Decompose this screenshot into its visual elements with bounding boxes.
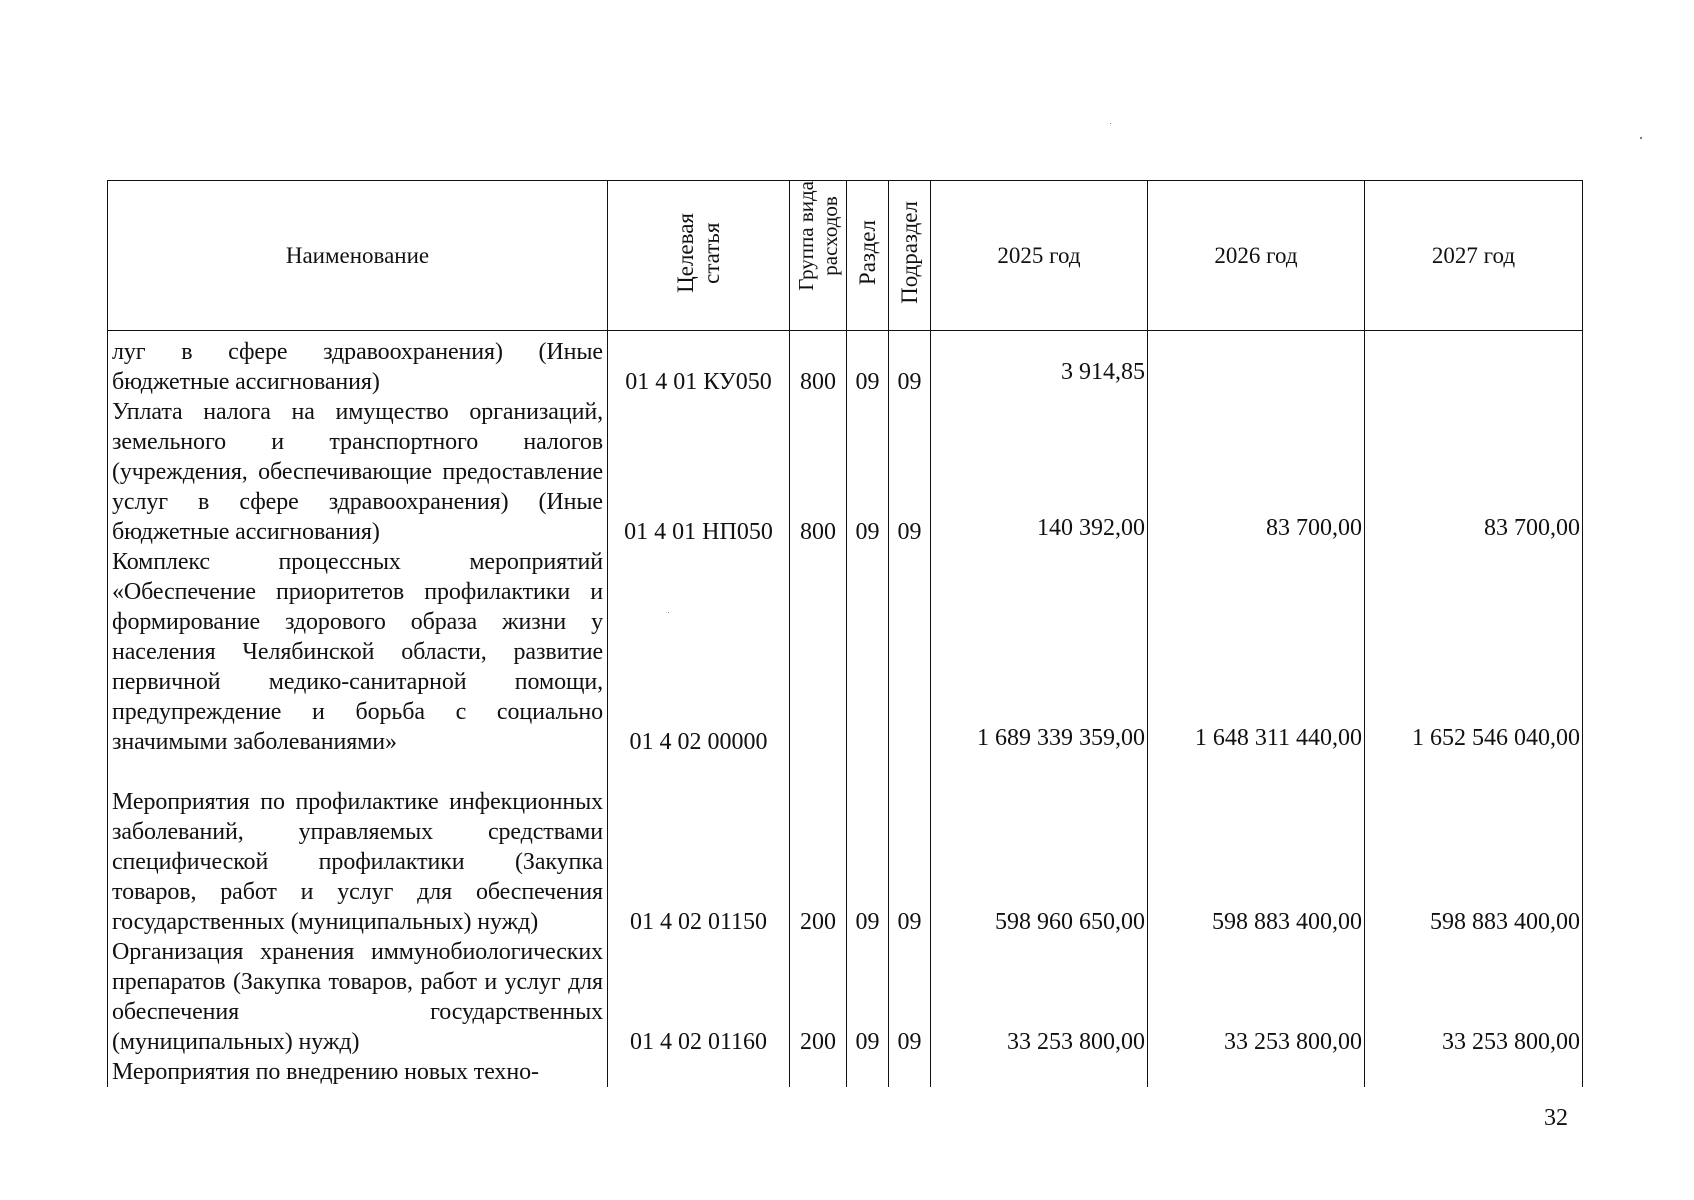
row-2025: 140 392,00 <box>931 397 1148 547</box>
header-section: Раздел <box>847 181 889 331</box>
table-row <box>108 397 1583 547</box>
header-expense-group: Группа вида расходов <box>790 181 847 331</box>
table-row <box>108 937 1583 1057</box>
row-2027: 33 253 800,00 <box>1365 937 1583 1057</box>
row-section: 09 <box>847 937 889 1057</box>
row-2026: 33 253 800,00 <box>1148 937 1365 1057</box>
row-2025: 598 960 650,00 <box>931 757 1148 937</box>
row-group: 200 <box>790 937 847 1057</box>
row-2025: 33 253 800,00 <box>931 937 1148 1057</box>
row-section: 09 <box>847 757 889 937</box>
row-2026: 1 648 311 440,00 <box>1148 547 1365 757</box>
row-subsection: 09 <box>889 331 931 397</box>
row-code: 01 4 02 00000 <box>608 547 790 757</box>
header-2026: 2026 год <box>1148 181 1365 331</box>
row-section <box>847 1057 889 1087</box>
row-name: Мероприятия по профилактике инфекционных заболеваний, управляемых средствами специфической профилактики (Закупка товаров, работ и услуг для обеспечения государственных (муниципальных) нужд) <box>108 757 608 937</box>
row-2026 <box>1148 1057 1365 1087</box>
row-name: Организация хранения иммунобиологических препаратов (Закупка товаров, работ и услуг для обеспечения государственных (муниципальных) нужд) <box>108 937 608 1057</box>
header-subsection: Подраздел <box>889 181 931 331</box>
row-group: 800 <box>790 397 847 547</box>
row-2026 <box>1148 331 1365 397</box>
row-subsection <box>889 1057 931 1087</box>
header-name: Наименование <box>108 181 608 331</box>
row-section <box>847 547 889 757</box>
header-2027: 2027 год <box>1365 181 1583 331</box>
table-row <box>108 331 1583 397</box>
row-code <box>608 1057 790 1087</box>
table-header-row <box>108 181 1583 331</box>
row-2025 <box>931 1057 1148 1087</box>
row-code: 01 4 02 01160 <box>608 937 790 1057</box>
header-2025: 2025 год <box>931 181 1148 331</box>
page-number: 32 <box>1544 1105 1568 1131</box>
scan-speck <box>1110 123 1111 124</box>
row-2027: 1 652 546 040,00 <box>1365 547 1583 757</box>
row-2025: 3 914,85 <box>931 331 1148 397</box>
scan-speck <box>1640 137 1642 139</box>
scan-speck <box>668 612 669 613</box>
row-2027: 83 700,00 <box>1365 397 1583 547</box>
row-2026: 83 700,00 <box>1148 397 1365 547</box>
row-subsection: 09 <box>889 757 931 937</box>
row-group: 800 <box>790 331 847 397</box>
row-section: 09 <box>847 397 889 547</box>
row-name: луг в сфере здравоохранения) (Иные бюджетные ассигнования) <box>108 331 608 397</box>
row-2025: 1 689 339 359,00 <box>931 547 1148 757</box>
row-name: Мероприятия по внедрению новых техно- <box>108 1057 608 1087</box>
table-row <box>108 547 1583 757</box>
row-name: Уплата налога на имущество организаций, земельного и транспортного налогов (учреждения, обеспечивающие предоставление услуг в сфере здравоохранения) (Иные бюджетные ассигнования) <box>108 397 608 547</box>
row-code: 01 4 01 НП050 <box>608 397 790 547</box>
row-2027: 598 883 400,00 <box>1365 757 1583 937</box>
table-row <box>108 757 1583 937</box>
row-2027 <box>1365 1057 1583 1087</box>
row-group <box>790 1057 847 1087</box>
row-code: 01 4 02 01150 <box>608 757 790 937</box>
row-2026: 598 883 400,00 <box>1148 757 1365 937</box>
header-target-article: Целевая статья <box>608 181 790 331</box>
row-group: 200 <box>790 757 847 937</box>
row-name: Комплекс процессных мероприятий «Обеспечение приоритетов профилактики и формирование здорового образа жизни у населения Челябинской области, развитие первичной медико-санитарной помощи, предупреждение и борьба с социально значимыми заболеваниями» <box>108 547 608 757</box>
table-row <box>108 1057 1583 1087</box>
row-subsection <box>889 547 931 757</box>
row-group <box>790 547 847 757</box>
row-code: 01 4 01 КУ050 <box>608 331 790 397</box>
row-2027 <box>1365 331 1583 397</box>
row-subsection: 09 <box>889 397 931 547</box>
row-subsection: 09 <box>889 937 931 1057</box>
row-section: 09 <box>847 331 889 397</box>
budget-table <box>107 180 1583 1087</box>
